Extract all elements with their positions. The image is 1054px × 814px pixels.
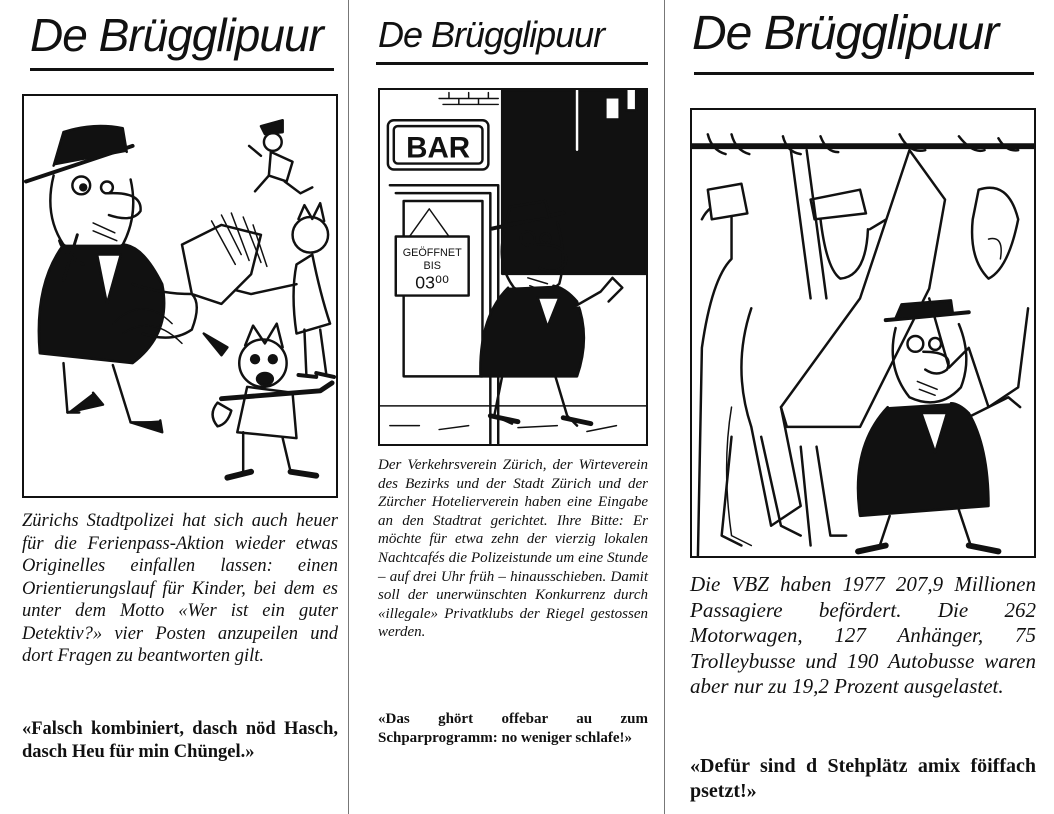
column-2-quote-text: «Das ghört offebar au zum Schparprogramm: no weniger schlafe!» [378,711,648,746]
open-sign-line-2: BIS [423,259,441,272]
cartoon-bar-night-illustration [380,90,646,444]
column-1-caption [22,510,338,668]
column-divider-1 [348,0,349,814]
column-2-title: De Brügglipuur [378,14,605,55]
column-1-title-rule [30,68,334,71]
column-divider-2 [664,0,665,814]
column-1-cartoon [22,94,338,498]
column-1-caption-text: Zürichs Stadtpolizei hat sich auch heuer für die Ferienpass-Aktion wieder etwas Originelles einfallen lassen: einen Orientierungslauf für Kinder, bei dem es unter dem Motto «Wer ist ein guter Detektiv?» vier Posten anzupeilen und dort Fragen zu beantworten gilt. [22,511,338,666]
column-3-quote [690,754,1036,804]
column-1-quote-text: «Falsch kombiniert, dasch nöd Hasch, dasch Heu für min Chüngel.» [22,719,338,762]
column-2-quote [378,710,648,748]
bar-sign-text: BAR [406,131,471,165]
column-1-title: De Brügglipuur [30,9,323,61]
column-3-caption [690,572,1036,700]
open-sign-line-3: 03⁰⁰ [415,272,450,293]
column-3-title: De Brügglipuur [692,7,999,60]
open-sign-line-1: GEÖFFNET [402,247,462,260]
cartoon-crowded-tram-illustration [692,110,1034,556]
column-2-caption-text: Der Verkehrsverein Zürich, der Wirteverein des Bezirks und der Stadt Zürich und der Zürcher Hotelierverein haben eine Eingabe an den Stadtrat gerichtet. Ihre Bitte: Er möchte für etwa zehn der vierzig lokalen Nachtcafés die Polizeistunde um eine Stunde – auf drei Uhr früh – hinausschieben. Damit soll der unerwünschten Konkurrenz durch «illegale» Privatklubs der Riegel gestossen werden. [378,457,648,641]
column-3-title-rule [694,72,1034,75]
column-2-caption [378,456,648,642]
column-2-title-rule [376,62,648,65]
column-2-cartoon [378,88,648,446]
column-1-quote [22,718,338,764]
column-3-caption-text: Die VBZ haben 1977 207,9 Millionen Passagiere befördert. Die 262 Motorwagen, 127 Anhänger, 75 Trolleybusse und 190 Autobusse waren aber nur zu 19,2 Prozent ausgelastet. [690,572,1036,698]
cartoon-detective-kids-illustration [24,96,336,496]
column-3-cartoon [690,108,1036,558]
column-3-quote-text: «Defür sind d Stehplätz amix föiffach psetzt!» [690,755,1036,802]
